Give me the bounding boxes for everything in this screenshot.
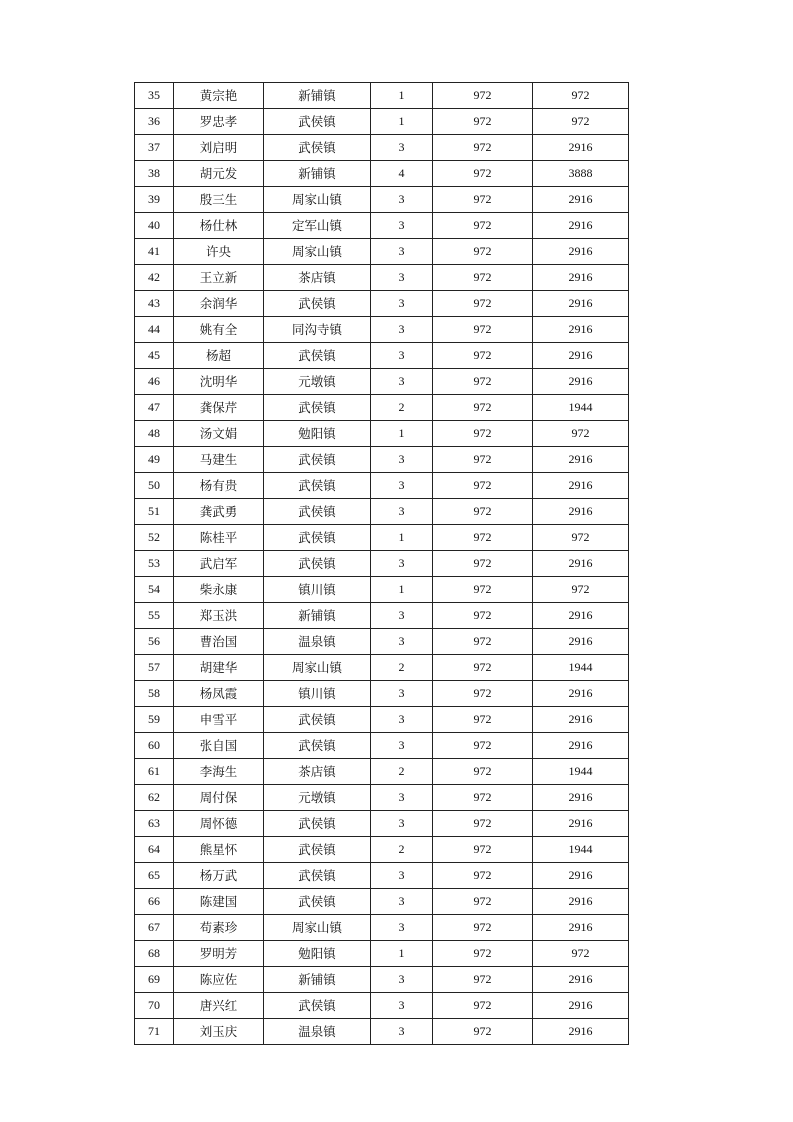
town-cell: 勉阳镇 <box>264 421 371 447</box>
standard-cell: 972 <box>433 1019 533 1045</box>
amount-cell: 2916 <box>533 811 629 837</box>
row-number-cell: 61 <box>135 759 174 785</box>
name-cell: 许央 <box>174 239 264 265</box>
town-cell: 定军山镇 <box>264 213 371 239</box>
count-cell: 1 <box>371 109 433 135</box>
row-number-cell: 57 <box>135 655 174 681</box>
table-row <box>135 577 629 603</box>
row-number-cell: 47 <box>135 395 174 421</box>
count-cell: 3 <box>371 629 433 655</box>
amount-cell: 2916 <box>533 1019 629 1045</box>
name-cell: 殷三生 <box>174 187 264 213</box>
standard-cell: 972 <box>433 317 533 343</box>
standard-cell: 972 <box>433 941 533 967</box>
row-number-cell: 52 <box>135 525 174 551</box>
count-cell: 3 <box>371 1019 433 1045</box>
name-cell: 杨仕林 <box>174 213 264 239</box>
amount-cell: 2916 <box>533 967 629 993</box>
count-cell: 3 <box>371 187 433 213</box>
name-cell: 郑玉洪 <box>174 603 264 629</box>
town-cell: 武侯镇 <box>264 889 371 915</box>
standard-cell: 972 <box>433 447 533 473</box>
town-cell: 武侯镇 <box>264 863 371 889</box>
name-cell: 汤文娟 <box>174 421 264 447</box>
town-cell: 武侯镇 <box>264 499 371 525</box>
amount-cell: 2916 <box>533 499 629 525</box>
table-row <box>135 863 629 889</box>
town-cell: 武侯镇 <box>264 811 371 837</box>
row-number-cell: 40 <box>135 213 174 239</box>
table-row <box>135 785 629 811</box>
standard-cell: 972 <box>433 369 533 395</box>
amount-cell: 2916 <box>533 265 629 291</box>
row-number-cell: 43 <box>135 291 174 317</box>
amount-cell: 1944 <box>533 759 629 785</box>
row-number-cell: 59 <box>135 707 174 733</box>
row-number-cell: 60 <box>135 733 174 759</box>
table-row <box>135 603 629 629</box>
table-row <box>135 993 629 1019</box>
town-cell: 勉阳镇 <box>264 941 371 967</box>
standard-cell: 972 <box>433 499 533 525</box>
table-row <box>135 447 629 473</box>
town-cell: 武侯镇 <box>264 135 371 161</box>
row-number-cell: 68 <box>135 941 174 967</box>
town-cell: 武侯镇 <box>264 993 371 1019</box>
row-number-cell: 50 <box>135 473 174 499</box>
count-cell: 3 <box>371 369 433 395</box>
standard-cell: 972 <box>433 889 533 915</box>
row-number-cell: 45 <box>135 343 174 369</box>
row-number-cell: 39 <box>135 187 174 213</box>
town-cell: 镇川镇 <box>264 681 371 707</box>
town-cell: 武侯镇 <box>264 551 371 577</box>
amount-cell: 2916 <box>533 707 629 733</box>
amount-cell: 2916 <box>533 551 629 577</box>
standard-cell: 972 <box>433 551 533 577</box>
name-cell: 王立新 <box>174 265 264 291</box>
count-cell: 3 <box>371 551 433 577</box>
table-body <box>135 83 629 1045</box>
name-cell: 武启军 <box>174 551 264 577</box>
town-cell: 周家山镇 <box>264 239 371 265</box>
town-cell: 周家山镇 <box>264 187 371 213</box>
row-number-cell: 46 <box>135 369 174 395</box>
table-row <box>135 213 629 239</box>
amount-cell: 2916 <box>533 629 629 655</box>
standard-cell: 972 <box>433 603 533 629</box>
table-row <box>135 421 629 447</box>
count-cell: 3 <box>371 785 433 811</box>
town-cell: 茶店镇 <box>264 265 371 291</box>
count-cell: 3 <box>371 993 433 1019</box>
count-cell: 4 <box>371 161 433 187</box>
count-cell: 3 <box>371 733 433 759</box>
count-cell: 3 <box>371 915 433 941</box>
amount-cell: 2916 <box>533 239 629 265</box>
row-number-cell: 58 <box>135 681 174 707</box>
count-cell: 3 <box>371 499 433 525</box>
standard-cell: 972 <box>433 343 533 369</box>
table-row <box>135 109 629 135</box>
table-row <box>135 915 629 941</box>
count-cell: 3 <box>371 317 433 343</box>
standard-cell: 972 <box>433 707 533 733</box>
table-row <box>135 525 629 551</box>
town-cell: 武侯镇 <box>264 525 371 551</box>
name-cell: 沈明华 <box>174 369 264 395</box>
town-cell: 武侯镇 <box>264 395 371 421</box>
standard-cell: 972 <box>433 629 533 655</box>
row-number-cell: 42 <box>135 265 174 291</box>
count-cell: 1 <box>371 83 433 109</box>
table-row <box>135 655 629 681</box>
name-cell: 陈建国 <box>174 889 264 915</box>
amount-cell: 2916 <box>533 187 629 213</box>
standard-cell: 972 <box>433 967 533 993</box>
amount-cell: 972 <box>533 525 629 551</box>
row-number-cell: 44 <box>135 317 174 343</box>
standard-cell: 972 <box>433 655 533 681</box>
amount-cell: 972 <box>533 109 629 135</box>
name-cell: 马建生 <box>174 447 264 473</box>
table-row <box>135 265 629 291</box>
town-cell: 武侯镇 <box>264 109 371 135</box>
name-cell: 杨有贵 <box>174 473 264 499</box>
town-cell: 新铺镇 <box>264 83 371 109</box>
standard-cell: 972 <box>433 265 533 291</box>
amount-cell: 2916 <box>533 681 629 707</box>
town-cell: 武侯镇 <box>264 473 371 499</box>
data-table <box>134 82 629 1045</box>
town-cell: 武侯镇 <box>264 343 371 369</box>
count-cell: 3 <box>371 265 433 291</box>
town-cell: 武侯镇 <box>264 837 371 863</box>
count-cell: 3 <box>371 291 433 317</box>
name-cell: 周怀德 <box>174 811 264 837</box>
row-number-cell: 67 <box>135 915 174 941</box>
amount-cell: 2916 <box>533 603 629 629</box>
name-cell: 周付保 <box>174 785 264 811</box>
row-number-cell: 48 <box>135 421 174 447</box>
row-number-cell: 38 <box>135 161 174 187</box>
count-cell: 3 <box>371 473 433 499</box>
standard-cell: 972 <box>433 993 533 1019</box>
town-cell: 元墩镇 <box>264 785 371 811</box>
standard-cell: 972 <box>433 239 533 265</box>
amount-cell: 2916 <box>533 993 629 1019</box>
standard-cell: 972 <box>433 837 533 863</box>
town-cell: 茶店镇 <box>264 759 371 785</box>
name-cell: 曹治国 <box>174 629 264 655</box>
table-row <box>135 343 629 369</box>
amount-cell: 1944 <box>533 655 629 681</box>
name-cell: 胡建华 <box>174 655 264 681</box>
standard-cell: 972 <box>433 421 533 447</box>
name-cell: 罗明芳 <box>174 941 264 967</box>
standard-cell: 972 <box>433 161 533 187</box>
row-number-cell: 55 <box>135 603 174 629</box>
amount-cell: 2916 <box>533 317 629 343</box>
name-cell: 龚保芹 <box>174 395 264 421</box>
name-cell: 熊星怀 <box>174 837 264 863</box>
town-cell: 镇川镇 <box>264 577 371 603</box>
name-cell: 柴永康 <box>174 577 264 603</box>
table-row <box>135 473 629 499</box>
standard-cell: 972 <box>433 915 533 941</box>
name-cell: 陈应佐 <box>174 967 264 993</box>
row-number-cell: 64 <box>135 837 174 863</box>
count-cell: 2 <box>371 395 433 421</box>
row-number-cell: 36 <box>135 109 174 135</box>
amount-cell: 2916 <box>533 369 629 395</box>
count-cell: 2 <box>371 759 433 785</box>
name-cell: 余润华 <box>174 291 264 317</box>
table-row <box>135 629 629 655</box>
row-number-cell: 69 <box>135 967 174 993</box>
standard-cell: 972 <box>433 291 533 317</box>
row-number-cell: 53 <box>135 551 174 577</box>
name-cell: 杨超 <box>174 343 264 369</box>
standard-cell: 972 <box>433 187 533 213</box>
standard-cell: 972 <box>433 83 533 109</box>
table-row <box>135 551 629 577</box>
amount-cell: 2916 <box>533 473 629 499</box>
table-row <box>135 369 629 395</box>
amount-cell: 3888 <box>533 161 629 187</box>
name-cell: 申雪平 <box>174 707 264 733</box>
row-number-cell: 49 <box>135 447 174 473</box>
table-row <box>135 1019 629 1045</box>
town-cell: 周家山镇 <box>264 915 371 941</box>
row-number-cell: 37 <box>135 135 174 161</box>
table-row <box>135 135 629 161</box>
row-number-cell: 70 <box>135 993 174 1019</box>
standard-cell: 972 <box>433 213 533 239</box>
count-cell: 3 <box>371 707 433 733</box>
standard-cell: 972 <box>433 785 533 811</box>
name-cell: 刘玉庆 <box>174 1019 264 1045</box>
count-cell: 3 <box>371 681 433 707</box>
town-cell: 武侯镇 <box>264 733 371 759</box>
standard-cell: 972 <box>433 577 533 603</box>
count-cell: 3 <box>371 889 433 915</box>
amount-cell: 2916 <box>533 343 629 369</box>
name-cell: 杨凤霞 <box>174 681 264 707</box>
row-number-cell: 41 <box>135 239 174 265</box>
table-row <box>135 317 629 343</box>
table-row <box>135 83 629 109</box>
standard-cell: 972 <box>433 473 533 499</box>
town-cell: 新铺镇 <box>264 967 371 993</box>
amount-cell: 2916 <box>533 291 629 317</box>
name-cell: 刘启明 <box>174 135 264 161</box>
table-row <box>135 889 629 915</box>
town-cell: 温泉镇 <box>264 1019 371 1045</box>
row-number-cell: 63 <box>135 811 174 837</box>
count-cell: 3 <box>371 863 433 889</box>
count-cell: 1 <box>371 577 433 603</box>
count-cell: 3 <box>371 967 433 993</box>
count-cell: 3 <box>371 135 433 161</box>
amount-cell: 1944 <box>533 837 629 863</box>
standard-cell: 972 <box>433 863 533 889</box>
table-row <box>135 291 629 317</box>
table-row <box>135 707 629 733</box>
amount-cell: 2916 <box>533 733 629 759</box>
town-cell: 新铺镇 <box>264 161 371 187</box>
amount-cell: 972 <box>533 421 629 447</box>
amount-cell: 2916 <box>533 915 629 941</box>
count-cell: 3 <box>371 343 433 369</box>
table-row <box>135 837 629 863</box>
name-cell: 张自国 <box>174 733 264 759</box>
standard-cell: 972 <box>433 759 533 785</box>
name-cell: 苟素珍 <box>174 915 264 941</box>
standard-cell: 972 <box>433 135 533 161</box>
town-cell: 同沟寺镇 <box>264 317 371 343</box>
name-cell: 李海生 <box>174 759 264 785</box>
name-cell: 唐兴红 <box>174 993 264 1019</box>
count-cell: 1 <box>371 421 433 447</box>
name-cell: 陈桂平 <box>174 525 264 551</box>
standard-cell: 972 <box>433 733 533 759</box>
row-number-cell: 56 <box>135 629 174 655</box>
town-cell: 武侯镇 <box>264 447 371 473</box>
name-cell: 姚有全 <box>174 317 264 343</box>
amount-cell: 2916 <box>533 889 629 915</box>
standard-cell: 972 <box>433 395 533 421</box>
count-cell: 3 <box>371 239 433 265</box>
name-cell: 龚武勇 <box>174 499 264 525</box>
standard-cell: 972 <box>433 811 533 837</box>
count-cell: 1 <box>371 525 433 551</box>
amount-cell: 2916 <box>533 135 629 161</box>
amount-cell: 972 <box>533 83 629 109</box>
town-cell: 周家山镇 <box>264 655 371 681</box>
row-number-cell: 51 <box>135 499 174 525</box>
table-row <box>135 811 629 837</box>
row-number-cell: 71 <box>135 1019 174 1045</box>
amount-cell: 2916 <box>533 447 629 473</box>
row-number-cell: 54 <box>135 577 174 603</box>
count-cell: 3 <box>371 811 433 837</box>
table-row <box>135 759 629 785</box>
town-cell: 新铺镇 <box>264 603 371 629</box>
row-number-cell: 66 <box>135 889 174 915</box>
town-cell: 温泉镇 <box>264 629 371 655</box>
standard-cell: 972 <box>433 525 533 551</box>
table-row <box>135 395 629 421</box>
name-cell: 黄宗艳 <box>174 83 264 109</box>
row-number-cell: 62 <box>135 785 174 811</box>
amount-cell: 2916 <box>533 785 629 811</box>
count-cell: 2 <box>371 655 433 681</box>
table-row <box>135 941 629 967</box>
amount-cell: 972 <box>533 941 629 967</box>
amount-cell: 972 <box>533 577 629 603</box>
town-cell: 武侯镇 <box>264 291 371 317</box>
name-cell: 杨万武 <box>174 863 264 889</box>
row-number-cell: 35 <box>135 83 174 109</box>
count-cell: 3 <box>371 603 433 629</box>
amount-cell: 2916 <box>533 863 629 889</box>
town-cell: 武侯镇 <box>264 707 371 733</box>
name-cell: 罗忠孝 <box>174 109 264 135</box>
standard-cell: 972 <box>433 109 533 135</box>
count-cell: 3 <box>371 447 433 473</box>
table-row <box>135 161 629 187</box>
table-row <box>135 499 629 525</box>
table-row <box>135 967 629 993</box>
amount-cell: 2916 <box>533 213 629 239</box>
row-number-cell: 65 <box>135 863 174 889</box>
table-row <box>135 239 629 265</box>
count-cell: 2 <box>371 837 433 863</box>
name-cell: 胡元发 <box>174 161 264 187</box>
amount-cell: 1944 <box>533 395 629 421</box>
town-cell: 元墩镇 <box>264 369 371 395</box>
standard-cell: 972 <box>433 681 533 707</box>
table-row <box>135 681 629 707</box>
table-row <box>135 187 629 213</box>
table-row <box>135 733 629 759</box>
count-cell: 1 <box>371 941 433 967</box>
count-cell: 3 <box>371 213 433 239</box>
